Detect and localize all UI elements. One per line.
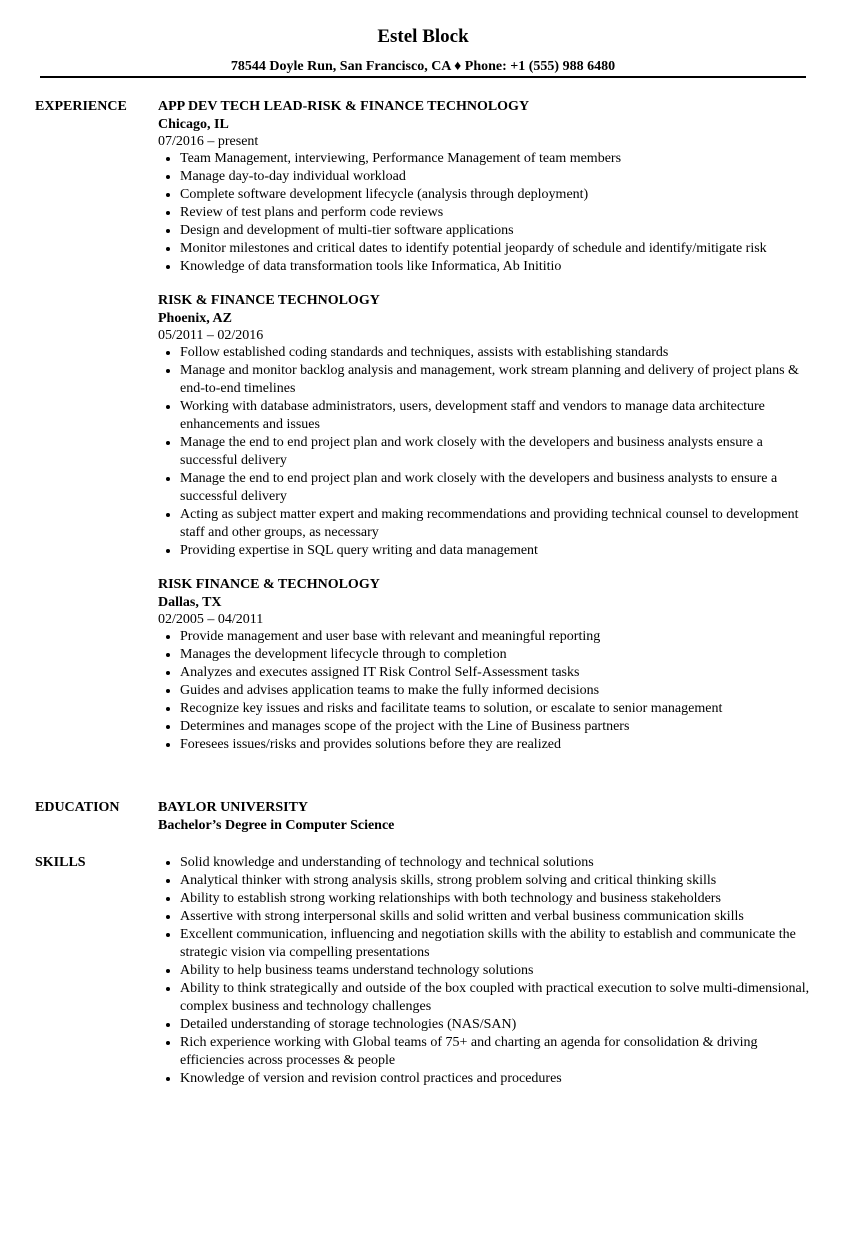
skill-item: Analytical thinker with strong analysis skills, strong problem solving and critical thinking skills [158, 872, 818, 890]
job-dates: 07/2016 – present [158, 134, 259, 149]
bullet-item: Providing expertise in SQL query writing and data management [158, 542, 818, 560]
bullet-item: Working with database administrators, users, development staff and vendors to manage data architecture enhancements and issues [158, 398, 818, 434]
bullet-item: Foresees issues/risks and provides solutions before they are realized [158, 736, 818, 754]
bullet-item: Complete software development lifecycle (analysis through deployment) [158, 186, 818, 204]
job-location: Chicago, IL [158, 117, 229, 132]
skill-item: Knowledge of version and revision control practices and procedures [158, 1070, 818, 1088]
bullet-item: Follow established coding standards and techniques, assists with establishing standards [158, 344, 818, 362]
bullet-item: Manages the development lifecycle through to completion [158, 646, 818, 664]
candidate-name: Estel Block [377, 26, 469, 47]
skill-item: Solid knowledge and understanding of technology and technical solutions [158, 854, 818, 872]
section-label-education: EDUCATION [35, 800, 120, 815]
bullet-item: Manage the end to end project plan and work closely with the developers and business analysts to ensure a successful delivery [158, 470, 818, 506]
skill-item: Detailed understanding of storage technologies (NAS/SAN) [158, 1016, 818, 1034]
job-bullets [158, 628, 818, 754]
job-dates: 02/2005 – 04/2011 [158, 612, 264, 627]
skill-item: Ability to help business teams understand technology solutions [158, 962, 818, 980]
contact-line: 78544 Doyle Run, San Francisco, CA ♦ Phone: +1 (555) 988 6480 [230, 59, 616, 74]
job-entry [158, 292, 818, 560]
section-label-experience: EXPERIENCE [35, 99, 127, 114]
experience-body [158, 98, 818, 770]
skill-item: Rich experience working with Global teams of 75+ and charting an agenda for consolidation & driving efficiencies across processes & people [158, 1034, 818, 1070]
bullet-item: Knowledge of data transformation tools like Informatica, Ab Inititio [158, 258, 818, 276]
skill-item: Ability to think strategically and outside of the box coupled with practical execution to solve multi-dimensional, complex business and technology challenges [158, 980, 818, 1016]
bullet-item: Provide management and user base with relevant and meaningful reporting [158, 628, 818, 646]
bullet-item: Manage the end to end project plan and work closely with the developers and business analysts ensure a successful delivery [158, 434, 818, 470]
skill-item: Excellent communication, influencing and negotiation skills with the ability to establish and communicate the strategic vision via compelling presentations [158, 926, 818, 962]
job-title: RISK FINANCE & TECHNOLOGY [158, 577, 380, 592]
section-label-skills: SKILLS [35, 855, 86, 870]
education-body [158, 799, 818, 835]
skill-item: Ability to establish strong working relationships with both technology and business stakeholders [158, 890, 818, 908]
job-entry [158, 576, 818, 754]
bullet-item: Analyzes and executes assigned IT Risk Control Self-Assessment tasks [158, 664, 818, 682]
job-bullets [158, 150, 818, 276]
job-title: APP DEV TECH LEAD-RISK & FINANCE TECHNOLOGY [158, 99, 530, 114]
job-bullets [158, 344, 818, 560]
skill-item: Assertive with strong interpersonal skills and solid written and verbal business communication skills [158, 908, 818, 926]
bullet-item: Monitor milestones and critical dates to identify potential jeopardy of schedule and identify/mitigate risk [158, 240, 818, 258]
bullet-item: Manage day-to-day individual workload [158, 168, 818, 186]
bullet-item: Recognize key issues and risks and facilitate teams to solution, or escalate to senior management [158, 700, 818, 718]
job-location: Dallas, TX [158, 595, 222, 610]
job-entry [158, 98, 818, 276]
degree: Bachelor’s Degree in Computer Science [158, 818, 395, 833]
skills-body [158, 854, 818, 1088]
job-dates: 05/2011 – 02/2016 [158, 328, 264, 343]
job-title: RISK & FINANCE TECHNOLOGY [158, 293, 380, 308]
bullet-item: Manage and monitor backlog analysis and management, work stream planning and delivery of project plans & end-to-end timelines [158, 362, 818, 398]
bullet-item: Guides and advises application teams to make the fully informed decisions [158, 682, 818, 700]
bullet-item: Team Management, interviewing, Performance Management of team members [158, 150, 818, 168]
bullet-item: Design and development of multi-tier software applications [158, 222, 818, 240]
bullet-item: Acting as subject matter expert and making recommendations and providing technical counsel to development staff and other groups, as necessary [158, 506, 818, 542]
school-name: BAYLOR UNIVERSITY [158, 800, 309, 815]
bullet-item: Determines and manages scope of the project with the Line of Business partners [158, 718, 818, 736]
job-location: Phoenix, AZ [158, 311, 232, 326]
skills-list [158, 854, 818, 1088]
header-divider [40, 76, 806, 78]
bullet-item: Review of test plans and perform code reviews [158, 204, 818, 222]
